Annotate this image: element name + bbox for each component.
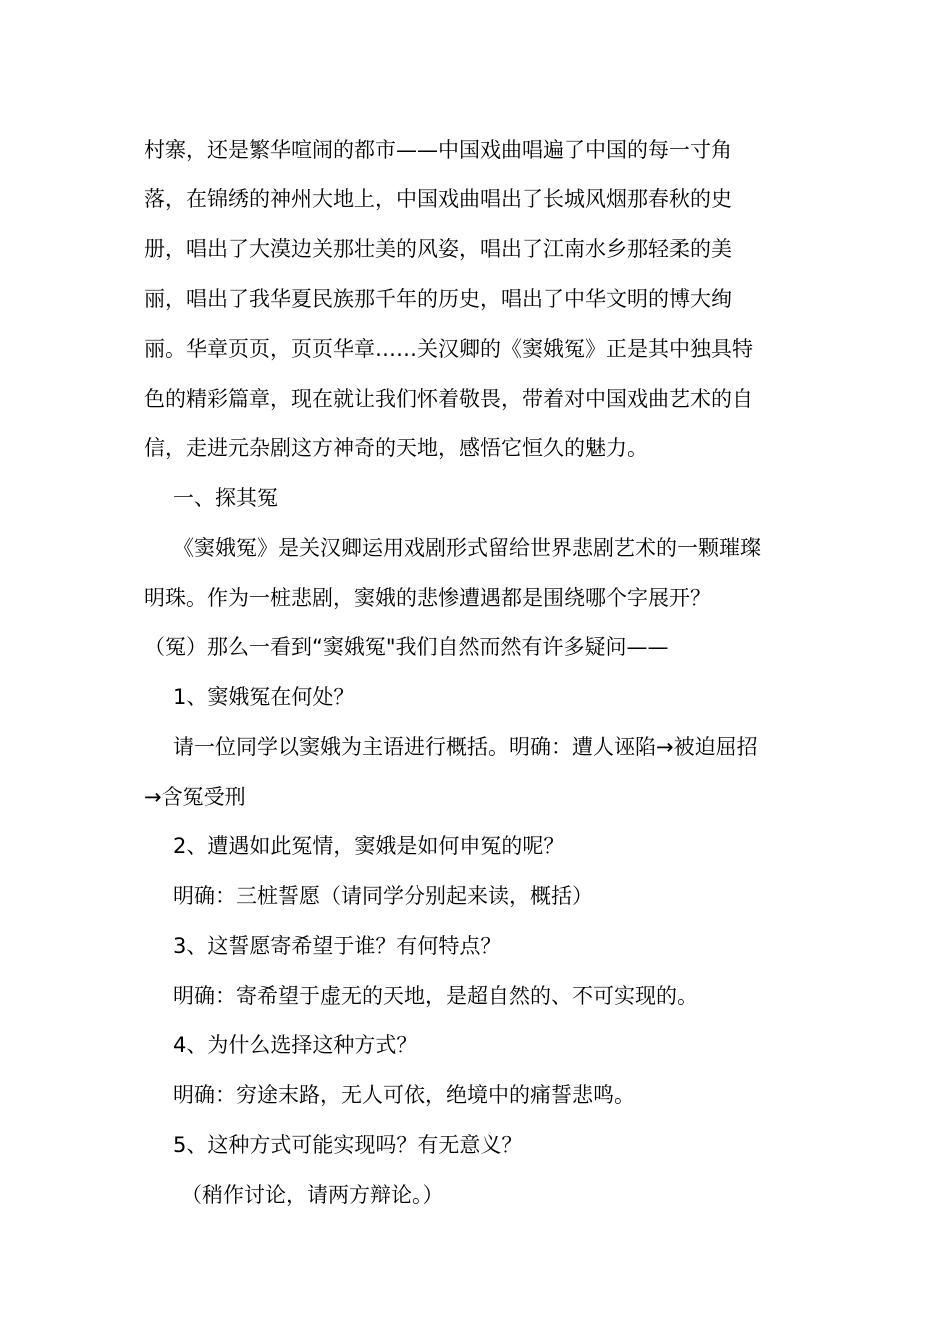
section-heading: 一、探其冤 (173, 486, 278, 510)
paragraph-line: 村寨，还是繁华喧闹的都市——中国戏曲唱遍了中国的每一寸角 (144, 138, 732, 162)
question-line: 4、为什么选择这种方式？ (173, 1033, 418, 1057)
question-line: 2、遭遇如此冤情，窦娥是如何申冤的呢？ (173, 834, 565, 858)
paragraph-line: →含冤受刑 (144, 785, 246, 809)
paragraph-line: 《窦娥冤》是关汉卿运用戏剧形式留给世界悲剧艺术的一颗璀璨 (173, 536, 761, 560)
paragraph-line: 落，在锦绣的神州大地上，中国戏曲唱出了长城风烟那春秋的史 (144, 187, 732, 211)
paragraph-line: 册，唱出了大漠边关那壮美的风姿，唱出了江南水乡那轻柔的美 (144, 237, 732, 261)
paragraph-line: （冤）那么一看到“窦娥冤"我们自然而然有许多疑问—— (144, 635, 669, 659)
paragraph-line: 丽。华章页页，页页华章……关汉卿的《窦娥冤》正是其中独具特 (144, 337, 753, 361)
paragraph-line: 请一位同学以窦娥为主语进行概括。明确：遭人诬陷→被迫屈招 (173, 735, 758, 759)
paragraph-line: 丽，唱出了我华夏民族那千年的历史，唱出了中华文明的博大绚 (144, 287, 732, 311)
paragraph-line: 信，走进元杂剧这方神奇的天地，感悟它恒久的魅力。 (144, 436, 648, 460)
paragraph-line: 色的精彩篇章，现在就让我们怀着敬畏，带着对中国戏曲艺术的自 (144, 387, 753, 411)
question-line: 5、这种方式可能实现吗？有无意义？ (173, 1133, 523, 1157)
note-line: （稍作讨论，请两方辩论。） (181, 1183, 444, 1207)
answer-line: 明确：三桩誓愿（请同学分别起来读，概括） (173, 884, 593, 908)
question-line: 1、窦娥冤在何处？ (173, 685, 355, 709)
answer-line: 明确：寄希望于虚无的天地，是超自然的、不可实现的。 (173, 984, 698, 1008)
answer-line: 明确：穷途末路，无人可依，绝境中的痛誓悲鸣。 (173, 1083, 635, 1107)
question-line: 3、这誓愿寄希望于谁？有何特点？ (173, 934, 502, 958)
paragraph-line: 明珠。作为一桩悲剧，窦娥的悲惨遭遇都是围绕哪个字展开？ (144, 586, 711, 610)
